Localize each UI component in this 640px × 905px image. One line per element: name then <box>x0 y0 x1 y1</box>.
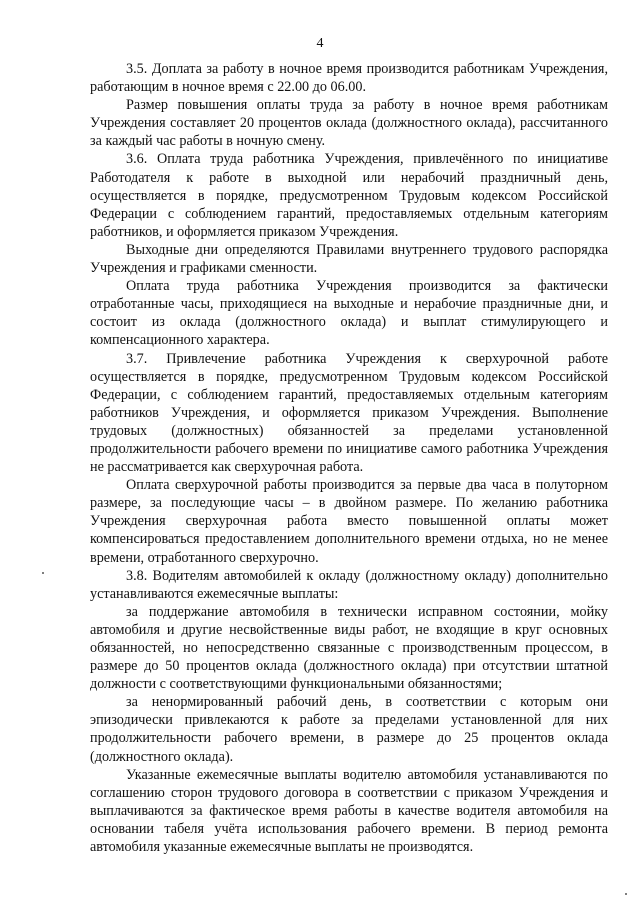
paragraph-3-6: 3.6. Оплата труда работника Учреждения, привлечённого по инициативе Работодателя к работе в выходной или нерабочий праздничный день, осуществляется в порядке, предусмотренном Трудовым кодексом Российской Федерации с соблюдением гарантий, предоставляемых отдельным категориям работников, и оформляется приказом Учреждения. <box>90 151 608 240</box>
paragraph-3-7: 3.7. Привлечение работника Учреждения к сверхурочной работе осуществляется в порядке, предусмотренном Трудовым кодексом Российской Федерации, с соблюдением гарантий, предоставляемых отдельным категориям работников Учреждения, и оформляется приказом Учреждения. Выполнение трудовых (должностных) обязанностей за пределами установленной продолжительности рабочего времени по инициативе самого работника Учреждения не рассматривается как сверхурочная работа. <box>90 350 608 476</box>
paragraph-holiday-pay: Оплата труда работника Учреждения производится за фактически отработанные часы, приходящиеся на выходные и нерабочие праздничные дни, и состоит из оклада (должностного оклада) и выплат стимулирующего и компенсационного характера. <box>90 278 608 349</box>
paragraph-night-rate: Размер повышения оплаты труда за работу в ночное время работникам Учреждения составляет 20 процентов оклада (должностного оклада), рассчитанного за каждый час работы в ночную смену. <box>90 97 608 150</box>
paragraph-days-off: Выходные дни определяются Правилами внутреннего трудового распорядка Учреждения и графиками сменности. <box>90 241 608 277</box>
scan-speck <box>42 572 44 574</box>
page-number: 4 <box>316 36 324 51</box>
paragraph-overtime-pay: Оплата сверхурочной работы производится за первые два часа в полуторном размере, за последующие часы – в двойном размере. По желанию работника Учреждения сверхурочная работа вместо повышенной оплаты может компенсироваться предоставлением дополнительного времени отдыха, но не менее времени, отработанного сверхурочно. <box>90 477 608 566</box>
paragraph-3-8: 3.8. Водителям автомобилей к окладу (должностному окладу) дополнительно устанавливаются ежемесячные выплаты: <box>90 567 608 602</box>
paragraph-monthly-payments: Указанные ежемесячные выплаты водителю автомобиля устанавливаются по соглашению сторон трудового договора в соответствии с приказом Учреждения и выплачиваются за фактическое время работы в качестве водителя автомобиля на основании табеля учёта использования рабочего времени. В период ремонта автомобиля указанные ежемесячные выплаты не производятся. <box>90 766 608 856</box>
paragraph-3-5: 3.5. Доплата за работу в ночное время производится работникам Учреждения, работающим в ночное время с 22.00 до 06.00. <box>90 61 608 96</box>
scan-speck <box>625 893 627 895</box>
document-body <box>90 60 608 856</box>
paragraph-irregular-hours: за ненормированный рабочий день, в соответствии с которым они эпизодически привлекаются к работе за пределами установленной для них продолжительности рабочего времени, в размере до 25 процентов оклада (должностного оклада). <box>90 694 608 765</box>
paragraph-vehicle-maintenance: за поддержание автомобиля в технически исправном состоянии, мойку автомобиля и другие несвойственные виды работ, не входящие в круг основных обязанностей, но непосредственно связанные с производственным процессом, в размере до 50 процентов оклада (должностного оклада) при отсутствии штатной должности с соответствующими функциональными обязанностями; <box>90 603 608 693</box>
